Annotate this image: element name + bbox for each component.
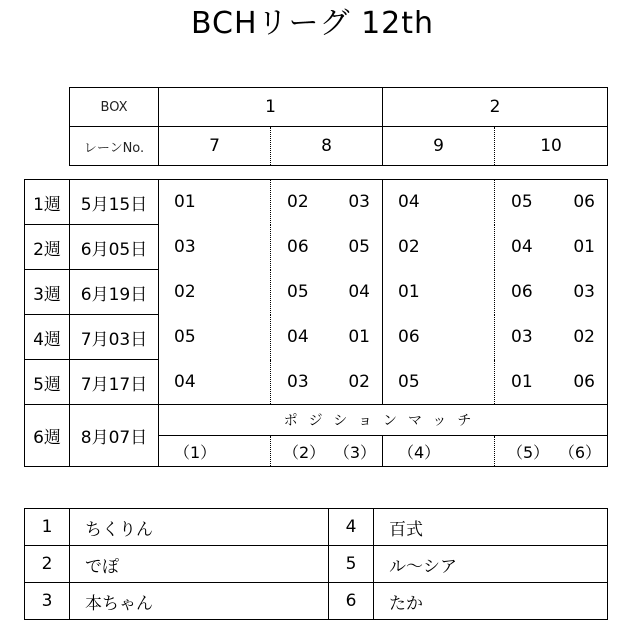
player-name: ちくりん xyxy=(70,509,329,546)
lane-9-player: 04 xyxy=(398,192,420,213)
week-row xyxy=(25,315,608,360)
week-label: 2週 xyxy=(25,225,70,270)
player-number: 2 xyxy=(25,546,70,583)
final-week-row xyxy=(25,405,608,436)
box-lane-header-table xyxy=(69,87,608,166)
lane-8-header: 8 xyxy=(271,127,383,166)
lane-10-player-a: 04 xyxy=(511,237,533,257)
lane-8-player-b: 03 xyxy=(348,192,370,213)
week-date: 8月07日 xyxy=(70,405,159,467)
lane-7-player: 05 xyxy=(174,327,196,347)
lane-10-player-b: 01 xyxy=(573,237,595,257)
week-label: 4週 xyxy=(25,315,70,360)
box-1-header: 1 xyxy=(159,88,383,127)
position-6: （6） xyxy=(558,442,601,462)
week-row xyxy=(25,360,608,405)
week-date: 7月03日 xyxy=(70,315,159,360)
lane-7-player: 03 xyxy=(174,237,196,257)
position-1: （1） xyxy=(174,442,217,462)
player-name: 本ちゃん xyxy=(70,583,329,620)
player-row xyxy=(25,546,608,583)
player-list-table xyxy=(24,508,608,620)
player-name: 百式 xyxy=(374,509,608,546)
player-name: たか xyxy=(374,583,608,620)
week-date: 7月17日 xyxy=(70,360,159,405)
lane-label: レーンNo. xyxy=(70,127,159,166)
player-number: 1 xyxy=(25,509,70,546)
box-2-header: 2 xyxy=(383,88,608,127)
lane-8-player-a: 03 xyxy=(287,371,309,392)
lane-7-player: 04 xyxy=(174,371,196,392)
week-date: 6月19日 xyxy=(70,270,159,315)
box-label: BOX xyxy=(70,88,159,127)
week-row xyxy=(25,225,608,270)
lane-9-player: 02 xyxy=(398,237,420,257)
lane-10-player-b: 06 xyxy=(573,371,595,392)
week-row xyxy=(25,270,608,315)
lane-7-header: 7 xyxy=(159,127,271,166)
lane-8-player-b: 05 xyxy=(348,237,370,257)
lane-8-player-a: 05 xyxy=(287,282,309,302)
player-row xyxy=(25,583,608,620)
lane-10-player-b: 02 xyxy=(573,327,595,347)
lane-10-player-a: 03 xyxy=(511,327,533,347)
lane-8-player-a: 04 xyxy=(287,327,309,347)
lane-8-player-b: 01 xyxy=(348,327,370,347)
player-name: でぽ xyxy=(70,546,329,583)
player-number: 3 xyxy=(25,583,70,620)
position-4: （4） xyxy=(398,442,441,462)
lane-9-player: 05 xyxy=(398,371,420,392)
player-number: 5 xyxy=(329,546,374,583)
week-date: 6月05日 xyxy=(70,225,159,270)
lane-7-player: 02 xyxy=(174,282,196,302)
lane-8-player-a: 06 xyxy=(287,237,309,257)
lane-10-player-b: 03 xyxy=(573,282,595,302)
lane-10-player-a: 06 xyxy=(511,282,533,302)
lane-7-player: 01 xyxy=(174,192,196,213)
position-match-label: ポジションマッチ xyxy=(159,405,608,436)
lane-10-player-b: 06 xyxy=(573,192,595,213)
lane-8-player-b: 02 xyxy=(348,371,370,392)
lane-9-header: 9 xyxy=(383,127,495,166)
position-2: （2） xyxy=(283,442,326,462)
player-name: ル～シア xyxy=(374,546,608,583)
lane-10-header: 10 xyxy=(495,127,608,166)
week-label: 5週 xyxy=(25,360,70,405)
position-3: （3） xyxy=(333,442,376,462)
player-row xyxy=(25,509,608,546)
week-label: 3週 xyxy=(25,270,70,315)
lane-10-player-a: 01 xyxy=(511,371,533,392)
page-title: BCHリーグ 12th xyxy=(190,6,435,41)
lane-10-player-a: 05 xyxy=(511,192,533,213)
week-date: 5月15日 xyxy=(70,180,159,225)
lane-9-player: 06 xyxy=(398,327,420,347)
schedule-table xyxy=(24,179,608,467)
week-row xyxy=(25,180,608,225)
position-5: （5） xyxy=(507,442,550,462)
week-label: 6週 xyxy=(25,405,70,467)
lane-8-player-b: 04 xyxy=(348,282,370,302)
lane-8-player-a: 02 xyxy=(287,192,309,213)
player-number: 4 xyxy=(329,509,374,546)
lane-9-player: 01 xyxy=(398,282,420,302)
player-number: 6 xyxy=(329,583,374,620)
week-label: 1週 xyxy=(25,180,70,225)
